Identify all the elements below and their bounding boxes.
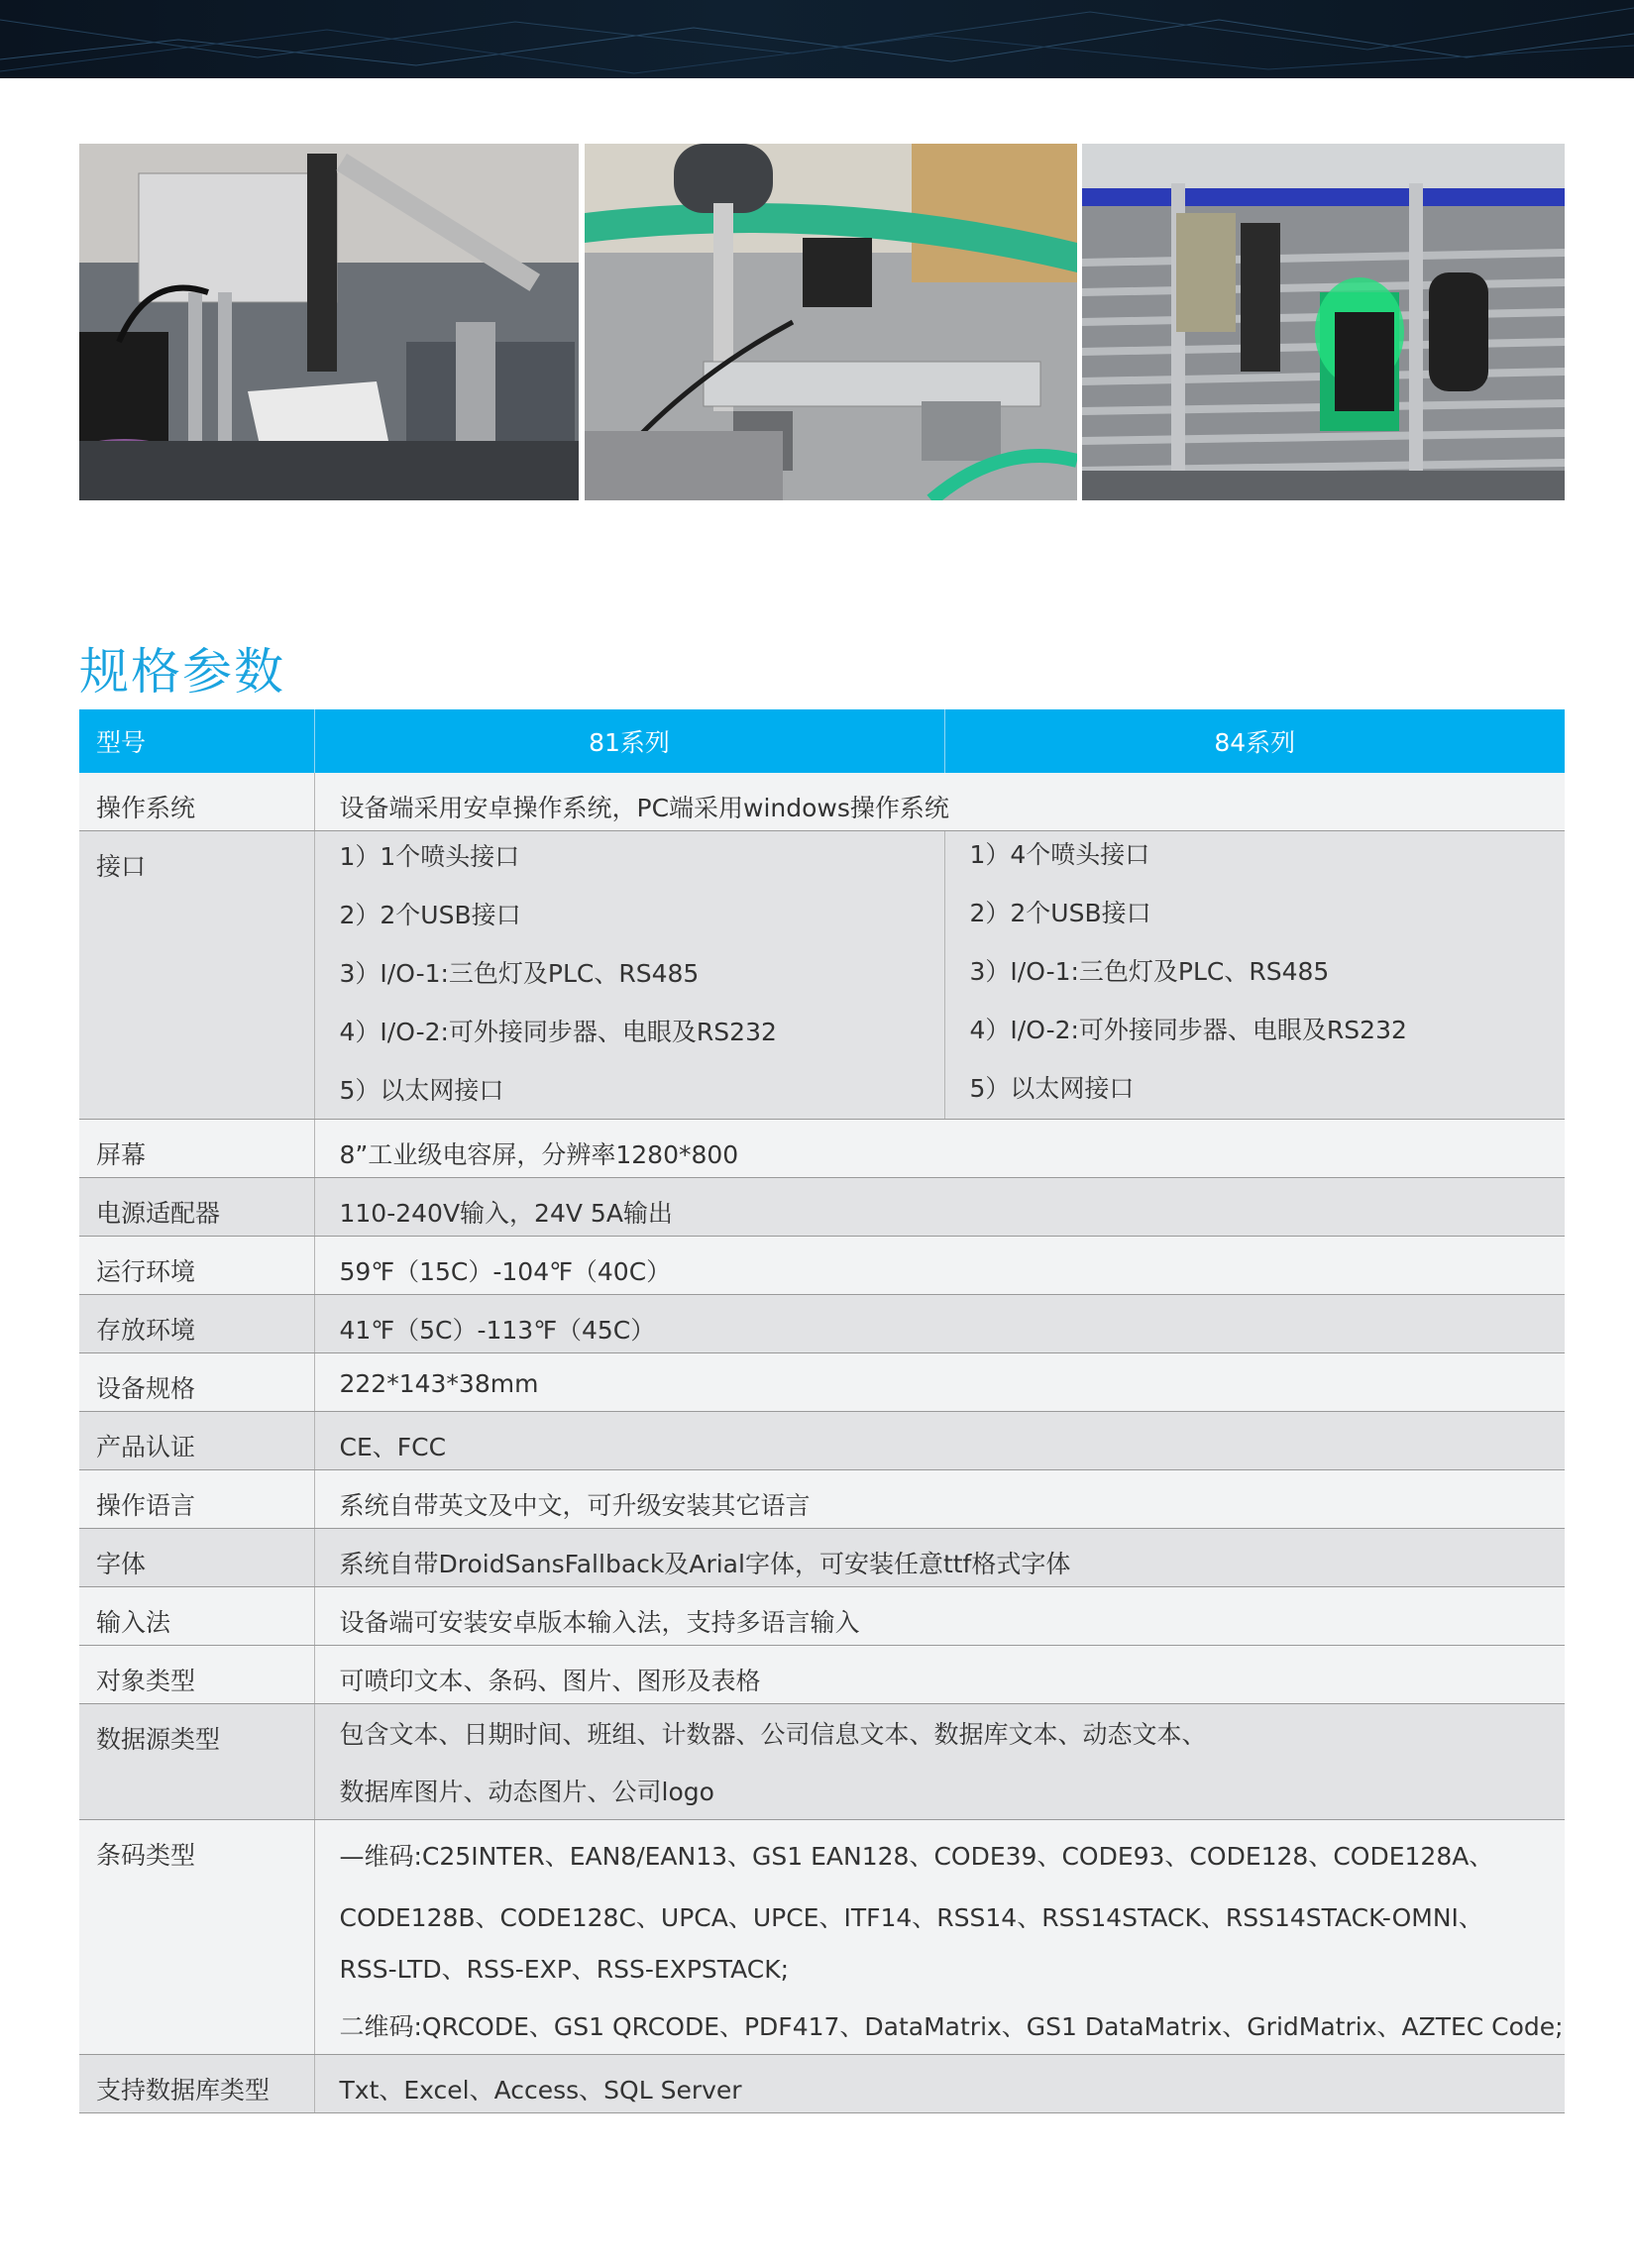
barcode-line: RSS-LTD、RSS-EXP、RSS-EXPSTACK; bbox=[339, 1955, 790, 1984]
row-label: 数据源类型 bbox=[79, 1704, 314, 1820]
row-label: 电源适配器 bbox=[79, 1178, 314, 1237]
banner-decoration bbox=[0, 0, 1634, 78]
row-input-method bbox=[79, 1587, 1565, 1646]
row-power bbox=[79, 1178, 1565, 1237]
interface-84-item: 4）I/O-2:可外接同步器、电眼及RS232 bbox=[969, 1016, 1407, 1044]
row-label: 运行环境 bbox=[79, 1237, 314, 1295]
row-dimensions bbox=[79, 1353, 1565, 1412]
barcode-line: —维码:C25INTER、EAN8/EAN13、GS1 EAN128、CODE39、CODE93、CODE128、CODE128A、 bbox=[339, 1842, 1494, 1871]
row-interface bbox=[79, 831, 1565, 1120]
printer-machine-photo-icon bbox=[79, 144, 579, 500]
top-banner bbox=[0, 0, 1634, 78]
row-os bbox=[79, 773, 1565, 831]
row-operating-env bbox=[79, 1237, 1565, 1295]
row-storage-env bbox=[79, 1295, 1565, 1353]
row-label: 对象类型 bbox=[79, 1646, 314, 1704]
product-photo-2 bbox=[585, 144, 1077, 500]
row-value: 可喷印文本、条码、图片、图形及表格 bbox=[314, 1646, 1565, 1704]
barcode-line: CODE128B、CODE128C、UPCA、UPCE、ITF14、RSS14、RSS14STACK、RSS14STACK-OMNI、 bbox=[339, 1903, 1483, 1932]
row-value: 系统自带DroidSansFallback及Arial字体，可安装任意ttf格式字体 bbox=[314, 1529, 1565, 1587]
row-value: 系统自带英文及中文，可升级安装其它语言 bbox=[314, 1470, 1565, 1529]
table-header-row bbox=[79, 709, 1565, 773]
row-label: 操作系统 bbox=[79, 773, 314, 831]
section-title: 规格参数 bbox=[79, 643, 285, 701]
row-label: 屏幕 bbox=[79, 1120, 314, 1178]
row-label: 输入法 bbox=[79, 1587, 314, 1646]
interface-81-item: 4）I/O-2:可外接同步器、电眼及RS232 bbox=[339, 1018, 777, 1046]
header-84-series: 84系列 bbox=[944, 709, 1565, 773]
roller-conveyor-camera-photo-icon bbox=[1082, 144, 1565, 500]
row-label: 接口 bbox=[79, 831, 314, 1120]
data-source-line: 包含文本、日期时间、班组、计数器、公司信息文本、数据库文本、动态文本、 bbox=[339, 1720, 1207, 1749]
interface-81-item: 1）1个喷头接口 bbox=[339, 842, 520, 871]
row-value: 110-240V输入，24V 5A输出 bbox=[314, 1178, 1565, 1237]
interface-81-item: 5）以太网接口 bbox=[339, 1076, 504, 1105]
header-81-series: 81系列 bbox=[314, 709, 944, 773]
row-value bbox=[314, 1704, 1565, 1820]
row-value bbox=[314, 1820, 1565, 2055]
data-source-line: 数据库图片、动态图片、公司logo bbox=[339, 1778, 714, 1806]
interface-84-item: 5）以太网接口 bbox=[969, 1074, 1135, 1103]
row-label: 存放环境 bbox=[79, 1295, 314, 1353]
row-label: 字体 bbox=[79, 1529, 314, 1587]
row-label: 操作语言 bbox=[79, 1470, 314, 1529]
row-value: 41℉（5C）-113℉（45C） bbox=[314, 1295, 1565, 1353]
barcode-line: 二维码:QRCODE、GS1 QRCODE、PDF417、DataMatrix、GS1 DataMatrix、GridMatrix、AZTEC Code; bbox=[339, 2012, 1564, 2041]
row-label: 支持数据库类型 bbox=[79, 2055, 314, 2113]
row-value: 设备端可安装安卓版本输入法，支持多语言输入 bbox=[314, 1587, 1565, 1646]
interface-84-item: 1）4个喷头接口 bbox=[969, 840, 1150, 869]
interface-84-item: 3）I/O-1:三色灯及PLC、RS485 bbox=[969, 957, 1330, 986]
interface-84-cell bbox=[944, 831, 1565, 1120]
row-barcode bbox=[79, 1820, 1565, 2055]
row-label: 设备规格 bbox=[79, 1353, 314, 1412]
row-font bbox=[79, 1529, 1565, 1587]
row-certification bbox=[79, 1412, 1565, 1470]
header-model-label: 型号 bbox=[79, 709, 314, 773]
row-screen bbox=[79, 1120, 1565, 1178]
row-data-source bbox=[79, 1704, 1565, 1820]
row-object-type bbox=[79, 1646, 1565, 1704]
row-language bbox=[79, 1470, 1565, 1529]
row-value: 8”工业级电容屏，分辨率1280*800 bbox=[314, 1120, 1565, 1178]
row-value: 222*143*38mm bbox=[314, 1353, 1565, 1412]
product-photo-3 bbox=[1082, 144, 1565, 500]
interface-84-item: 2）2个USB接口 bbox=[969, 899, 1151, 927]
row-label: 条码类型 bbox=[79, 1820, 314, 2055]
product-photo-1 bbox=[79, 144, 579, 500]
row-value: Txt、Excel、Access、SQL Server bbox=[314, 2055, 1565, 2113]
interface-81-cell bbox=[314, 831, 944, 1120]
row-value: 设备端采用安卓操作系统，PC端采用windows操作系统 bbox=[314, 773, 1565, 831]
interface-81-item: 2）2个USB接口 bbox=[339, 901, 521, 929]
row-label: 产品认证 bbox=[79, 1412, 314, 1470]
interface-81-item: 3）I/O-1:三色灯及PLC、RS485 bbox=[339, 959, 700, 988]
row-database bbox=[79, 2055, 1565, 2113]
row-value: 59℉（15C）-104℉（40C） bbox=[314, 1237, 1565, 1295]
conveyor-printhead-photo-icon bbox=[585, 144, 1077, 500]
row-value: CE、FCC bbox=[314, 1412, 1565, 1470]
spec-table bbox=[79, 709, 1565, 2113]
